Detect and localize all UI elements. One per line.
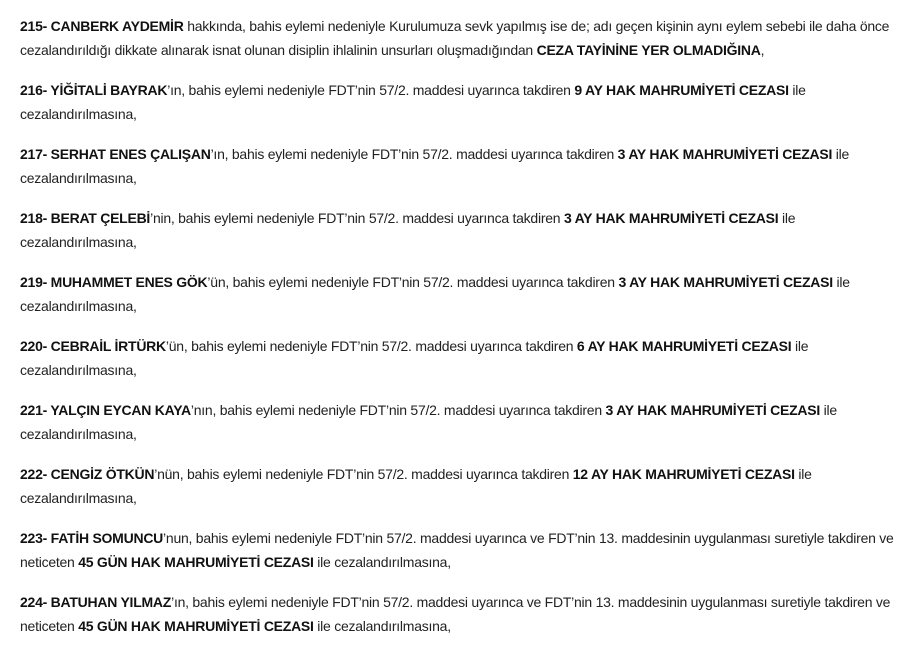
decision-item [20,398,900,446]
body-text: ’ın, bahis eylemi nedeniyle FDT’nin 57/2. maddesi uyarınca ve FDT’nin 13. maddesinin uygulanması suretiyle takdiren ve neticeten [20,594,891,634]
bold-text: 222- CENGİZ ÖTKÜN [20,466,155,482]
body-text: hakkında, bahis eylemi nedeniyle Kurulumuza sevk yapılmış ise de; adı geçen kişinin aynı eylem sebebi ile daha önce cezalandırıldığı dikkate alınarak isnat olunan disiplin ihlalinin unsurları oluşmadığından [20,18,890,58]
body-text: ’nin, bahis eylemi nedeniyle FDT’nin 57/2. maddesi uyarınca takdiren [150,210,564,226]
decision-item [20,590,900,638]
bold-text: 223- FATİH SOMUNCU [20,530,164,546]
decision-item [20,526,900,574]
bold-text: 3 AY HAK MAHRUMİYETİ CEZASI [605,402,820,418]
decision-item [20,462,900,510]
decision-item [20,78,900,126]
bold-text: 220- CEBRAİL İRTÜRK [20,338,166,354]
body-text: ’nun, bahis eylemi nedeniyle FDT’nin 57/2. maddesi uyarınca ve FDT’nin 13. maddesinin uygulanması suretiyle takdiren ve neticeten [20,530,894,570]
bold-text: 9 AY HAK MAHRUMİYETİ CEZASI [574,82,789,98]
bold-text: 219- MUHAMMET ENES GÖK [20,274,208,290]
body-text: ile cezalandırılmasına, [20,274,850,314]
bold-text: 3 AY HAK MAHRUMİYETİ CEZASI [618,274,833,290]
body-text: ’ün, bahis eylemi nedeniyle FDT’nin 57/2. maddesi uyarınca takdiren [207,274,619,290]
body-text: ’nın, bahis eylemi nedeniyle FDT’nin 57/2. maddesi uyarınca takdiren [190,402,606,418]
body-text: ile cezalandırılmasına, [20,210,796,250]
bold-text: 45 GÜN HAK MAHRUMİYETİ CEZASI [78,554,314,570]
decision-item [20,206,900,254]
bold-text: CEZA TAYİNİNE YER OLMADIĞINA [536,42,761,58]
bold-text: 216- YİĞİTALİ BAYRAK [20,82,168,98]
body-text: ile cezalandırılmasına, [20,338,809,378]
decision-item [20,14,900,62]
bold-text: 3 AY HAK MAHRUMİYETİ CEZASI [617,146,833,162]
body-text: ile cezalandırılmasına, [20,146,850,186]
bold-text: 3 AY HAK MAHRUMİYETİ CEZASI [563,210,779,226]
body-text: ’ın, bahis eylemi nedeniyle FDT’nin 57/2. maddesi uyarınca takdiren [210,146,618,162]
bold-text: 218- BERAT ÇELEBİ [20,210,151,226]
bold-text: 217- SERHAT ENES ÇALIŞAN [20,146,211,162]
body-text: ile cezalandırılmasına, [20,466,812,506]
bold-text: 6 AY HAK MAHRUMİYETİ CEZASI [576,338,792,354]
body-text: ile cezalandırılmasına, [20,402,837,442]
body-text: , [760,42,765,58]
body-text: ile cezalandırılmasına, [20,82,806,122]
bold-text: 12 AY HAK MAHRUMİYETİ CEZASI [572,466,795,482]
bold-text: 45 GÜN HAK MAHRUMİYETİ CEZASI [78,618,314,634]
bold-text: 221- YALÇIN EYCAN KAYA [20,402,191,418]
decision-item [20,334,900,382]
bold-text: 224- BATUHAN YILMAZ [20,594,172,610]
decision-item [20,270,900,318]
body-text: ’ün, bahis eylemi nedeniyle FDT’nin 57/2. maddesi uyarınca takdiren [165,338,577,354]
decision-item [20,142,900,190]
body-text: ’nün, bahis eylemi nedeniyle FDT’nin 57/2. maddesi uyarınca takdiren [154,466,573,482]
body-text: ’ın, bahis eylemi nedeniyle FDT’nin 57/2. maddesi uyarınca takdiren [167,82,575,98]
bold-text: 215- CANBERK AYDEMİR [20,18,184,34]
body-text: ile cezalandırılmasına, [313,554,451,570]
body-text: ile cezalandırılmasına, [313,618,451,634]
